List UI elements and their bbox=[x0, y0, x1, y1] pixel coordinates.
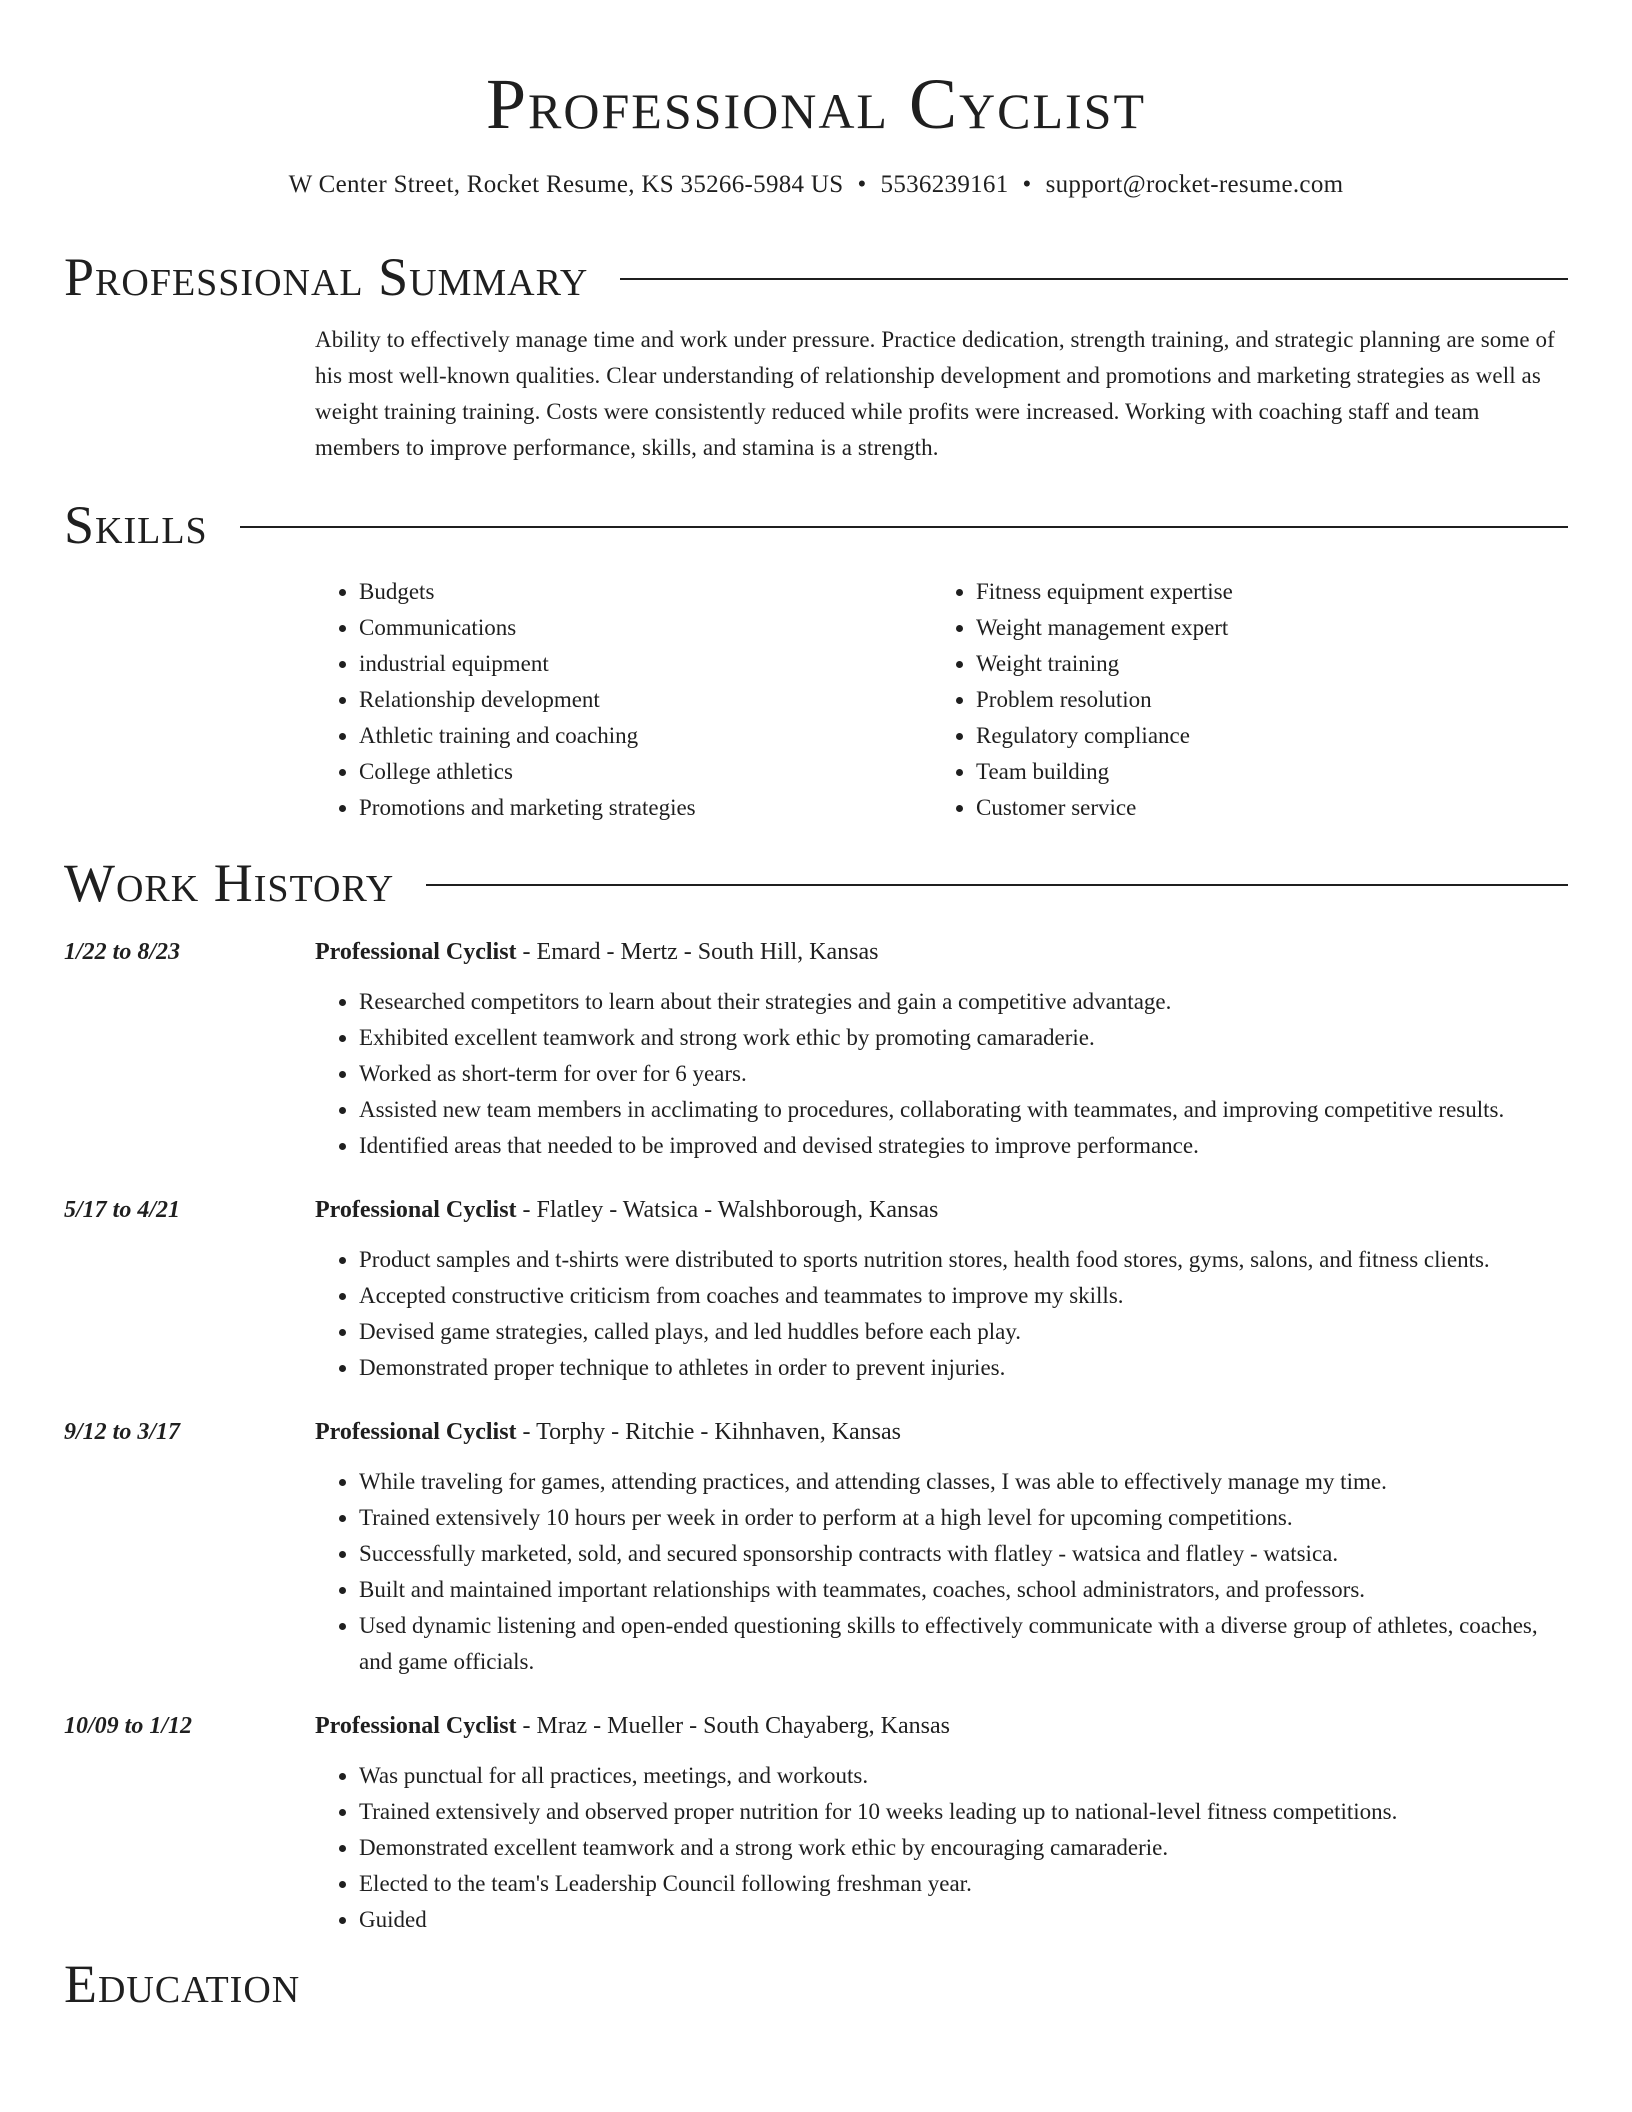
skills-section-header bbox=[64, 492, 1568, 558]
resume-page bbox=[64, 0, 1568, 2004]
job-bullet: • Researched competitors to learn about their strategies and gain a competitive advantage. bbox=[359, 984, 1568, 1020]
job-date: 1/22 to 8/23 bbox=[64, 939, 181, 965]
job-bullet: • Product samples and t-shirts were distributed to sports nutrition stores, health food stores, gyms, salons, and fitness clients. bbox=[359, 1242, 1568, 1278]
skill-item: • Communications bbox=[359, 610, 932, 646]
job-bullet: • Successfully marketed, sold, and secured sponsorship contracts with flatley - watsica and flatley - watsica. bbox=[359, 1536, 1568, 1572]
job-heading bbox=[315, 1414, 1568, 1450]
skill-item: • Weight management expert bbox=[976, 610, 1549, 646]
job-title: Professional Cyclist bbox=[315, 1197, 517, 1223]
job-employer: - Flatley - Watsica - Walshborough, Kansas bbox=[516, 1197, 939, 1223]
job-bullet: • Accepted constructive criticism from coaches and teammates to improve my skills. bbox=[359, 1278, 1568, 1314]
job-employer: - Emard - Mertz - South Hill, Kansas bbox=[516, 939, 879, 965]
skills-section-title: Skills bbox=[64, 495, 208, 555]
job-bullet: • Elected to the team's Leadership Council following freshman year. bbox=[359, 1866, 1568, 1902]
skill-item: • Relationship development bbox=[359, 682, 932, 718]
education-section-title: Education bbox=[64, 1964, 301, 2004]
skill-item: • Fitness equipment expertise bbox=[976, 574, 1549, 610]
section-divider bbox=[240, 526, 1568, 528]
job-heading bbox=[315, 1192, 1568, 1228]
job-bullet: • Built and maintained important relationships with teammates, coaches, school administrators, and professors. bbox=[359, 1572, 1568, 1608]
job-entry bbox=[64, 1192, 1568, 1386]
job-bullets bbox=[315, 1464, 1568, 1680]
job-body bbox=[315, 1708, 1568, 1938]
job-bullet: • Was punctual for all practices, meetings, and workouts. bbox=[359, 1758, 1568, 1794]
skill-item: • Customer service bbox=[976, 790, 1549, 826]
job-heading bbox=[315, 1708, 1568, 1744]
contact-email: support@rocket-resume.com bbox=[1045, 171, 1344, 198]
skill-item: • Promotions and marketing strategies bbox=[359, 790, 932, 826]
summary-text: Ability to effectively manage time and work under pressure. Practice dedication, strength training, and strategic planning are some of his most well-known qualities. Clear understanding of relationship development and promotions and marketing strategies as well as weight training training. Costs were consistently reduced while profits were increased. Working with coaching staff and team members to improve performance, skills, and stamina is a strength. bbox=[315, 327, 1555, 460]
skill-item: • Team building bbox=[976, 754, 1549, 790]
job-title: Professional Cyclist bbox=[315, 1713, 517, 1739]
job-bullet: • Worked as short-term for over for 6 years. bbox=[359, 1056, 1568, 1092]
job-body bbox=[315, 1192, 1568, 1386]
skill-item: • Athletic training and coaching bbox=[359, 718, 932, 754]
job-bullet: • Identified areas that needed to be improved and devised strategies to improve performance. bbox=[359, 1128, 1568, 1164]
section-divider bbox=[620, 278, 1568, 280]
job-body bbox=[315, 1414, 1568, 1680]
job-bullet: • Devised game strategies, called plays, and led huddles before each play. bbox=[359, 1314, 1568, 1350]
job-bullets bbox=[315, 1242, 1568, 1386]
job-title: Professional Cyclist bbox=[315, 939, 517, 965]
job-bullets bbox=[315, 984, 1568, 1164]
job-title: Professional Cyclist bbox=[315, 1419, 517, 1445]
section-divider bbox=[426, 884, 1568, 886]
resume-name: Professional Cyclist bbox=[485, 64, 1146, 144]
contact-address: W Center Street, Rocket Resume, KS 35266-5984 US bbox=[288, 171, 844, 198]
job-entry bbox=[64, 1708, 1568, 1938]
skill-item: • Weight training bbox=[976, 646, 1549, 682]
contact-phone: 5536239161 bbox=[880, 171, 1009, 198]
job-bullet: • Demonstrated excellent teamwork and a strong work ethic by encouraging camaraderie. bbox=[359, 1830, 1568, 1866]
summary-section-title: Professional Summary bbox=[64, 247, 589, 307]
skill-item: • Budgets bbox=[359, 574, 932, 610]
job-bullet: • Trained extensively and observed proper nutrition for 10 weeks leading up to national-level fitness competitions. bbox=[359, 1794, 1568, 1830]
job-bullet: • Used dynamic listening and open-ended questioning skills to effectively communicate with a diverse group of athletes, coaches, and game officials. bbox=[359, 1608, 1568, 1680]
job-date: 9/12 to 3/17 bbox=[64, 1419, 181, 1445]
bullet-separator: • bbox=[1022, 171, 1032, 198]
skills-column-right bbox=[932, 574, 1549, 826]
job-bullet: • Exhibited excellent teamwork and strong work ethic by promoting camaraderie. bbox=[359, 1020, 1568, 1056]
job-bullet: • Trained extensively 10 hours per week in order to perform at a high level for upcoming competitions. bbox=[359, 1500, 1568, 1536]
skill-item: • Problem resolution bbox=[976, 682, 1549, 718]
job-date: 5/17 to 4/21 bbox=[64, 1197, 181, 1223]
job-bullet: • Demonstrated proper technique to athletes in order to prevent injuries. bbox=[359, 1350, 1568, 1386]
job-bullet: • While traveling for games, attending practices, and attending classes, I was able to effectively manage my time. bbox=[359, 1464, 1568, 1500]
skills-list bbox=[315, 574, 1568, 826]
work-section-header bbox=[64, 850, 1568, 916]
job-bullet: • Assisted new team members in acclimating to procedures, collaborating with teammates, and improving competitive results. bbox=[359, 1092, 1568, 1128]
job-bullet: • Guided bbox=[359, 1902, 1568, 1938]
summary-section-header bbox=[64, 244, 1568, 310]
work-section-title: Work History bbox=[64, 853, 395, 913]
work-history-list bbox=[64, 934, 1568, 1938]
job-employer: - Mraz - Mueller - South Chayaberg, Kansas bbox=[516, 1713, 950, 1739]
job-heading bbox=[315, 934, 1568, 970]
job-bullets bbox=[315, 1758, 1568, 1938]
skills-column-left bbox=[315, 574, 932, 826]
job-entry bbox=[64, 1414, 1568, 1680]
bullet-separator: • bbox=[857, 171, 867, 198]
job-body bbox=[315, 934, 1568, 1164]
job-date: 10/09 to 1/12 bbox=[64, 1713, 193, 1739]
skill-item: • industrial equipment bbox=[359, 646, 932, 682]
skill-item: • Regulatory compliance bbox=[976, 718, 1549, 754]
skill-item: • College athletics bbox=[359, 754, 932, 790]
job-entry bbox=[64, 934, 1568, 1164]
job-employer: - Torphy - Ritchie - Kihnhaven, Kansas bbox=[516, 1419, 902, 1445]
contact-line bbox=[64, 168, 1568, 202]
education-section-header bbox=[64, 1964, 1568, 2004]
